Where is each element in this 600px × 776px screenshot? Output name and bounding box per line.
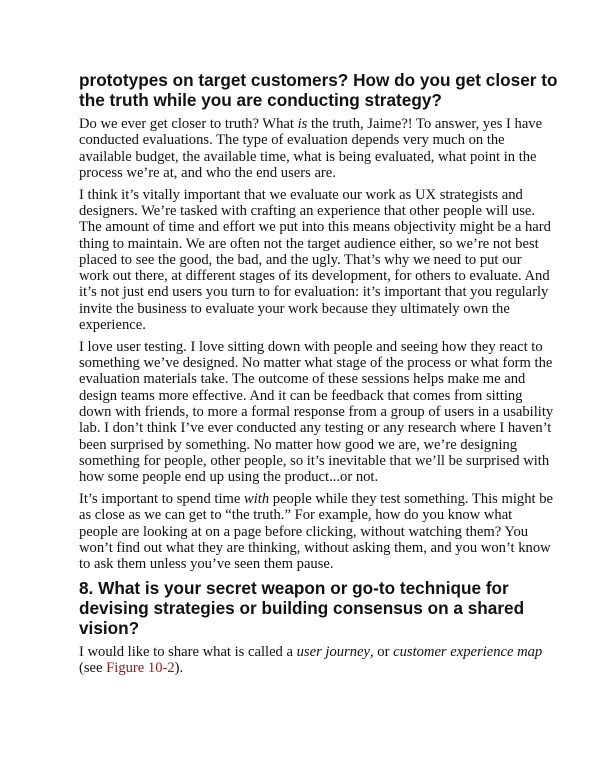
text-line	[79, 301, 549, 317]
text-line	[79, 203, 549, 219]
text: as close as we can get to “the truth.” For example, how do you know what	[79, 507, 513, 524]
text: (see	[79, 660, 107, 677]
text: how some people end up using the product...or not.	[79, 469, 379, 486]
text-line	[79, 165, 549, 181]
text-line	[79, 491, 553, 508]
italic-text: with	[243, 491, 270, 508]
text-line	[79, 219, 549, 235]
text: design teams more effective. And it can be feedback that comes from sitting	[79, 387, 523, 404]
text-line	[79, 116, 549, 132]
text: it’s not just end users you turn to for evaluation: it’s important that you regularly	[79, 284, 549, 301]
text: prototypes on target customers? How do you get closer to	[79, 70, 558, 90]
text-line	[79, 660, 549, 676]
text-line	[79, 618, 549, 638]
text: designers. We’re tasked with crafting an experience that other people will use.	[79, 202, 536, 219]
text-line	[79, 252, 549, 268]
text-line	[79, 339, 549, 355]
text: been surprised by something. No matter how good we are, we’re designing	[79, 436, 518, 453]
text: available budget, the available time, what is being evaluated, what point in the	[79, 148, 537, 165]
text: experience.	[79, 317, 146, 334]
text-line	[79, 453, 549, 469]
text-line	[79, 388, 549, 404]
text: the truth while you are conducting strategy?	[79, 90, 442, 110]
text-line	[79, 268, 549, 284]
text: down with friends, to more a formal response from a group of users in a usability	[79, 404, 554, 421]
text-line	[79, 644, 549, 660]
text: devising strategies or building consensus on a shared	[79, 598, 525, 619]
document-page	[79, 70, 558, 682]
text: thing to maintain. We are often not the target audience either, so we’re not best	[79, 235, 539, 252]
text: placed to see the good, the bad, and the ugly. That’s why we need to put our	[79, 251, 522, 268]
paragraph	[79, 644, 549, 677]
text-line	[79, 469, 549, 485]
paragraph	[79, 338, 554, 486]
text: It’s important to spend time	[79, 491, 244, 508]
text-line	[79, 507, 549, 523]
text-line	[79, 149, 549, 165]
text-line	[79, 132, 549, 148]
text: invite the business to evaluate your work because they ultimately own the	[79, 300, 510, 317]
text-line	[79, 556, 549, 572]
text-line	[79, 420, 552, 437]
figure-link[interactable]: Figure 10-2	[106, 660, 175, 677]
text: work out there, at different stages of its development, for others to evaluate. And	[79, 268, 550, 285]
section-heading	[79, 578, 549, 638]
text-line	[79, 317, 549, 333]
paragraph	[79, 491, 553, 573]
text-line	[79, 540, 549, 556]
text: I love user testing. I love sitting down with people and seeing how they react to	[79, 338, 543, 355]
text: I would like to share what is called a	[79, 644, 297, 661]
text: won’t find out what they are thinking, without asking them, and you won’t know	[79, 539, 551, 556]
text-line	[79, 70, 558, 90]
text: something for people, other people, so it’s inevitable that we’ll be surprised with	[79, 452, 550, 469]
text: conducted evaluations. The type of evaluation depends very much on the	[79, 132, 505, 149]
text-line	[79, 404, 554, 421]
text-line	[79, 578, 549, 598]
text-line	[79, 437, 549, 453]
paragraph	[79, 116, 549, 181]
section-heading	[79, 70, 558, 110]
italic-text: is	[297, 116, 308, 132]
text-line	[79, 355, 553, 372]
text: something we’ve designed. No matter what stage of the process or what form the	[79, 355, 553, 372]
paragraph	[79, 187, 549, 334]
text: evaluation materials take. The outcome of these sessions helps make me and	[79, 371, 526, 388]
text: 8. What is your secret weapon or go-to technique for	[79, 578, 509, 599]
text: process we’re at, and who the end users are.	[79, 164, 336, 181]
italic-text: customer experience map	[393, 644, 543, 661]
text: vision?	[79, 618, 140, 639]
text-line	[79, 524, 549, 540]
text: , or	[370, 644, 394, 661]
text: lab. I don’t think I’ve ever conducted any testing or any research where I haven’t	[79, 420, 552, 437]
text: I think it’s vitally important that we evaluate our work as UX strategists and	[79, 186, 523, 203]
text-line	[79, 90, 549, 110]
text-line	[79, 371, 549, 387]
text: people while they test something. This might be	[269, 491, 553, 508]
text: to ask them unless you’ve seen them pause.	[79, 556, 334, 573]
text: Do we ever get closer to truth? What	[79, 116, 298, 132]
text: the truth, Jaime?! To answer, yes I have	[307, 116, 543, 132]
text-line	[79, 598, 549, 618]
text-line	[79, 187, 549, 203]
text-line	[79, 284, 549, 300]
text: people are looking at on a page before clicking, without watching them? You	[79, 523, 529, 540]
text: ).	[174, 660, 184, 677]
italic-text: user journey	[296, 644, 370, 661]
text-line	[79, 236, 549, 252]
text: The amount of time and effort we put into this means objectivity might be a hard	[79, 219, 551, 236]
